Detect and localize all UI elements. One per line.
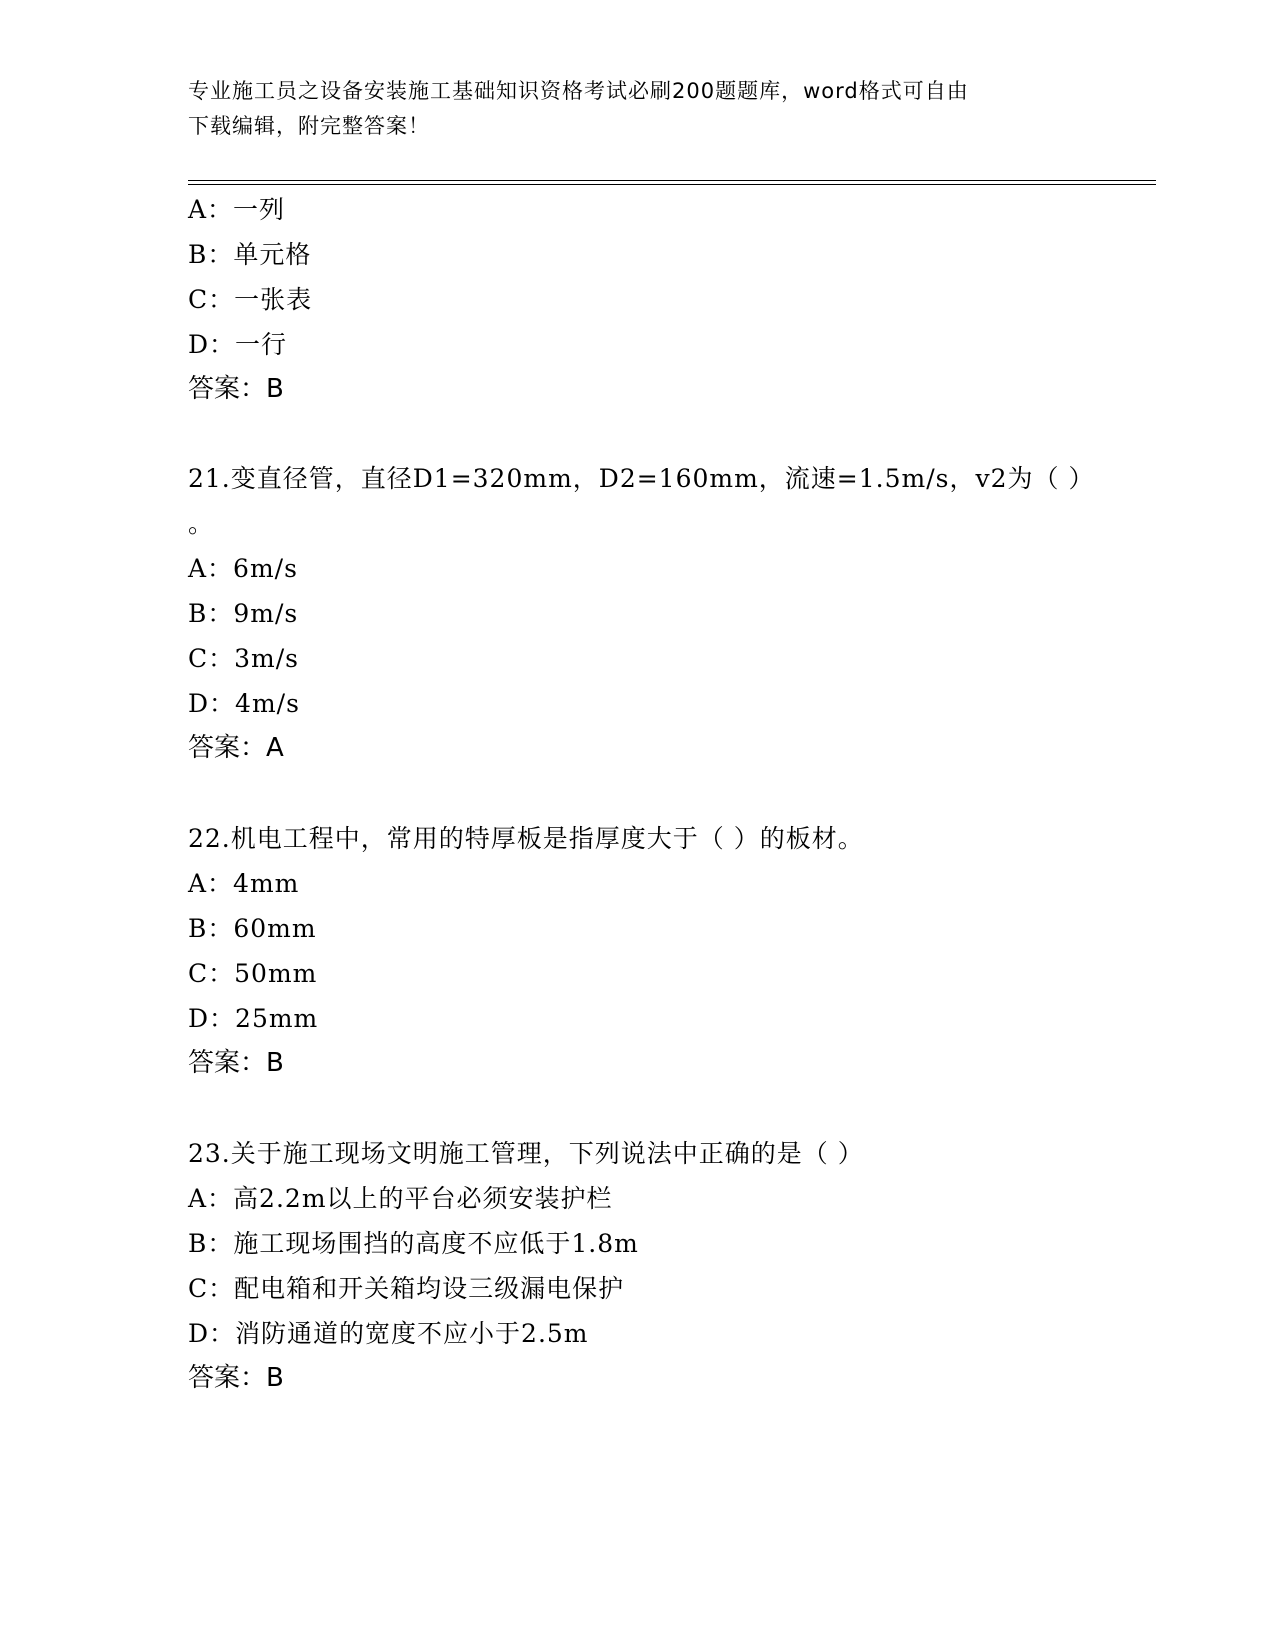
q21-answer: 答案：A: [188, 733, 284, 763]
header-title-line-2: 下载编辑，附完整答案！: [188, 114, 430, 138]
q23-option-c: C：配电箱和开关箱均设三级漏电保护: [188, 1274, 625, 1303]
q21-stem-line-1: 21.变直径管，直径D1=320mm，D2=160mm，流速=1.5m/s，v2为（ ）: [188, 464, 1095, 493]
q20-option-a: A：一列: [188, 195, 286, 224]
q20-answer: 答案：B: [188, 374, 284, 404]
q22-option-b: B：60mm: [188, 914, 317, 943]
q21-option-c: C：3m/s: [188, 644, 299, 673]
q22-answer: 答案：B: [188, 1048, 284, 1078]
q22-option-a: A：4mm: [188, 869, 300, 898]
q23-answer: 答案：B: [188, 1363, 284, 1393]
q23-option-d: D：消防通道的宽度不应小于2.5m: [188, 1319, 589, 1348]
q23-option-b: B：施工现场围挡的高度不应低于1.8m: [188, 1229, 639, 1258]
q20-option-c: C：一张表: [188, 285, 313, 314]
q22-option-d: D：25mm: [188, 1004, 319, 1033]
q23-option-a: A：高2.2m以上的平台必须安装护栏: [188, 1184, 613, 1213]
q22-stem: 22.机电工程中，常用的特厚板是指厚度大于（ ）的板材。: [188, 824, 864, 853]
header-divider-bottom: [188, 184, 1156, 185]
header-title-line-1: 专业施工员之设备安装施工基础知识资格考试必刷200题题库，word格式可自由: [188, 79, 969, 103]
q21-option-d: D：4m/s: [188, 689, 300, 718]
q21-stem-line-2: 。: [188, 509, 215, 538]
document-header: [188, 74, 1088, 144]
q20-option-b: B：单元格: [188, 240, 312, 269]
q22-option-c: C：50mm: [188, 959, 318, 988]
q23-stem: 23.关于施工现场文明施工管理，下列说法中正确的是（ ）: [188, 1139, 864, 1168]
header-divider-top: [188, 180, 1156, 181]
q21-option-a: A：6m/s: [188, 554, 298, 583]
q20-option-d: D：一行: [188, 330, 288, 359]
q21-option-b: B：9m/s: [188, 599, 299, 628]
